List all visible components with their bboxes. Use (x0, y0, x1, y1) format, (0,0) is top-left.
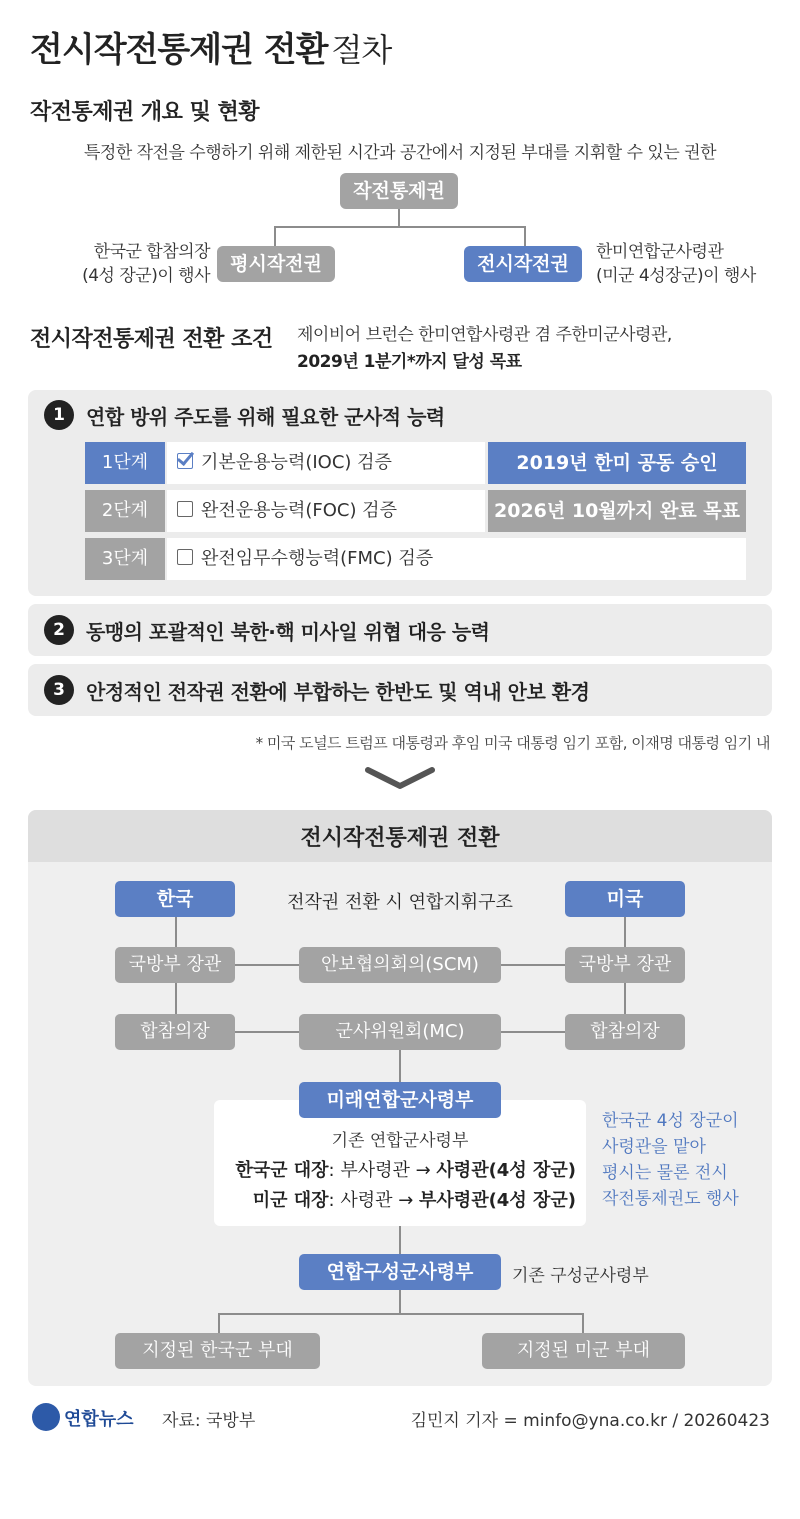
root-box: 작전통제권 (340, 173, 458, 209)
wartime-box: 전시작전권 (464, 246, 582, 282)
empty-checkbox-icon (177, 501, 193, 517)
connector (524, 226, 526, 246)
chevron-down-icon (364, 766, 436, 792)
source: 자료: 국방부 (162, 1411, 256, 1431)
wartime-note-line2: (미군 4성장군)이 행사 (596, 266, 756, 286)
page-title (30, 22, 391, 71)
stage-3-task (167, 538, 746, 580)
wartime-note-line1: 한미연합군사령관 (596, 242, 724, 262)
wartime-note (596, 240, 786, 288)
connector (399, 1290, 401, 1314)
korea-box: 한국 (115, 881, 235, 917)
connector (582, 1313, 584, 1333)
component-command-box: 연합구성군사령부 (299, 1254, 501, 1290)
us-jcs-box: 합참의장 (565, 1014, 685, 1050)
us-units-box: 지정된 미군 부대 (482, 1333, 685, 1369)
condition-1-text: 연합 방위 주도를 위해 필요한 군사적 능력 (86, 405, 445, 429)
peacetime-note-line1: 한국군 합참의장 (93, 242, 210, 262)
us-minister-box: 국방부 장관 (565, 947, 685, 983)
checked-checkbox-icon (177, 453, 193, 469)
condition-3-text: 안정적인 전작권 전환에 부합하는 한반도 및 역내 안보 환경 (86, 680, 590, 704)
peacetime-note (40, 240, 210, 288)
connector (274, 226, 526, 228)
kr-jcs-box: 합참의장 (115, 1014, 235, 1050)
overview-heading: 작전통제권 개요 및 현황 (30, 100, 259, 125)
conditions-heading: 전시작전통제권 전환 조건 (30, 327, 273, 352)
usa-box: 미국 (565, 881, 685, 917)
empty-checkbox-icon (177, 549, 193, 565)
conditions-note (297, 322, 672, 376)
kr-general-from: : 부사령관 → (328, 1160, 437, 1181)
structure-label: 전작권 전환 시 연합지휘구조 (287, 892, 513, 913)
us-general-to: 부사령관(4성 장군) (419, 1190, 576, 1211)
conditions-note-line1: 제이비어 브런슨 한미연합사령관 겸 주한미군사령관, (297, 325, 672, 345)
side-note-line: 한국군 4성 장군이 (602, 1111, 739, 1131)
stage-3-task-text: 완전임무수행능력(FMC) 검증 (201, 548, 434, 569)
connector (399, 1226, 401, 1254)
transition-heading: 전시작전통제권 전환 (300, 826, 500, 851)
title-sub: 절차 (331, 31, 392, 69)
stage-2-task (167, 490, 485, 532)
stage-3-label: 3단계 (85, 538, 165, 580)
connector (274, 226, 276, 246)
footnote: * 미국 도널드 트럼프 대통령과 후임 미국 대통령 임기 포함, 이재명 대통령 임기 내 (255, 734, 770, 752)
existing-component-text: 기존 구성군사령부 (512, 1266, 649, 1286)
connector (399, 1050, 401, 1084)
us-general-label: 미군 대장 (252, 1190, 329, 1211)
credit: 김민지 기자 = minfo@yna.co.kr / 20260423 (410, 1411, 770, 1431)
kr-general-to: 사령관(4성 장군) (436, 1160, 576, 1181)
kr-units-box: 지정된 한국군 부대 (115, 1333, 320, 1369)
condition-2-number: 2 (44, 615, 74, 645)
connector (398, 209, 400, 227)
connector (218, 1313, 584, 1315)
existing-command-text: 기존 연합군사령부 (331, 1131, 469, 1151)
scm-box: 안보협의회의(SCM) (299, 947, 501, 983)
stage-2-task-text: 완전운용능력(FOC) 검증 (201, 500, 397, 521)
connector (218, 1313, 220, 1333)
peacetime-note-line2: (4성 장군)이 행사 (82, 266, 210, 286)
side-note-line: 사령관을 맡아 (602, 1137, 706, 1157)
title-main: 전시작전통제권 전환 (30, 30, 328, 70)
condition-3-number: 3 (44, 675, 74, 705)
stage-2-status: 2026년 10월까지 완료 목표 (488, 490, 746, 532)
logo-text: 연합뉴스 (64, 1409, 134, 1430)
us-general-line (214, 1186, 576, 1212)
stage-1-status: 2019년 한미 공동 승인 (488, 442, 746, 484)
yonhap-logo-icon (32, 1403, 60, 1431)
conditions-note-line2: 2029년 1분기*까지 달성 목표 (297, 352, 522, 372)
stage-1-label: 1단계 (85, 442, 165, 484)
condition-2-text: 동맹의 포괄적인 북한·핵 미사일 위협 대응 능력 (86, 620, 490, 644)
kr-general-label: 한국군 대장 (235, 1160, 329, 1181)
stage-1-task-text: 기본운용능력(IOC) 검증 (201, 452, 392, 473)
side-note (602, 1108, 739, 1212)
us-general-from: : 사령관 → (328, 1190, 420, 1211)
side-note-line: 평시는 물론 전시 (602, 1163, 728, 1183)
kr-minister-box: 국방부 장관 (115, 947, 235, 983)
future-command-box: 미래연합군사령부 (299, 1082, 501, 1118)
stage-1-task (167, 442, 485, 484)
peacetime-box: 평시작전권 (217, 246, 335, 282)
definition-text: 특정한 작전을 수행하기 위해 제한된 시간과 공간에서 지정된 부대를 지휘할 수 있는 권한 (83, 143, 717, 163)
stage-2-label: 2단계 (85, 490, 165, 532)
condition-1-number: 1 (44, 400, 74, 430)
kr-general-line (214, 1156, 576, 1182)
mc-box: 군사위원회(MC) (299, 1014, 501, 1050)
side-note-line: 작전통제권도 행사 (602, 1189, 739, 1209)
